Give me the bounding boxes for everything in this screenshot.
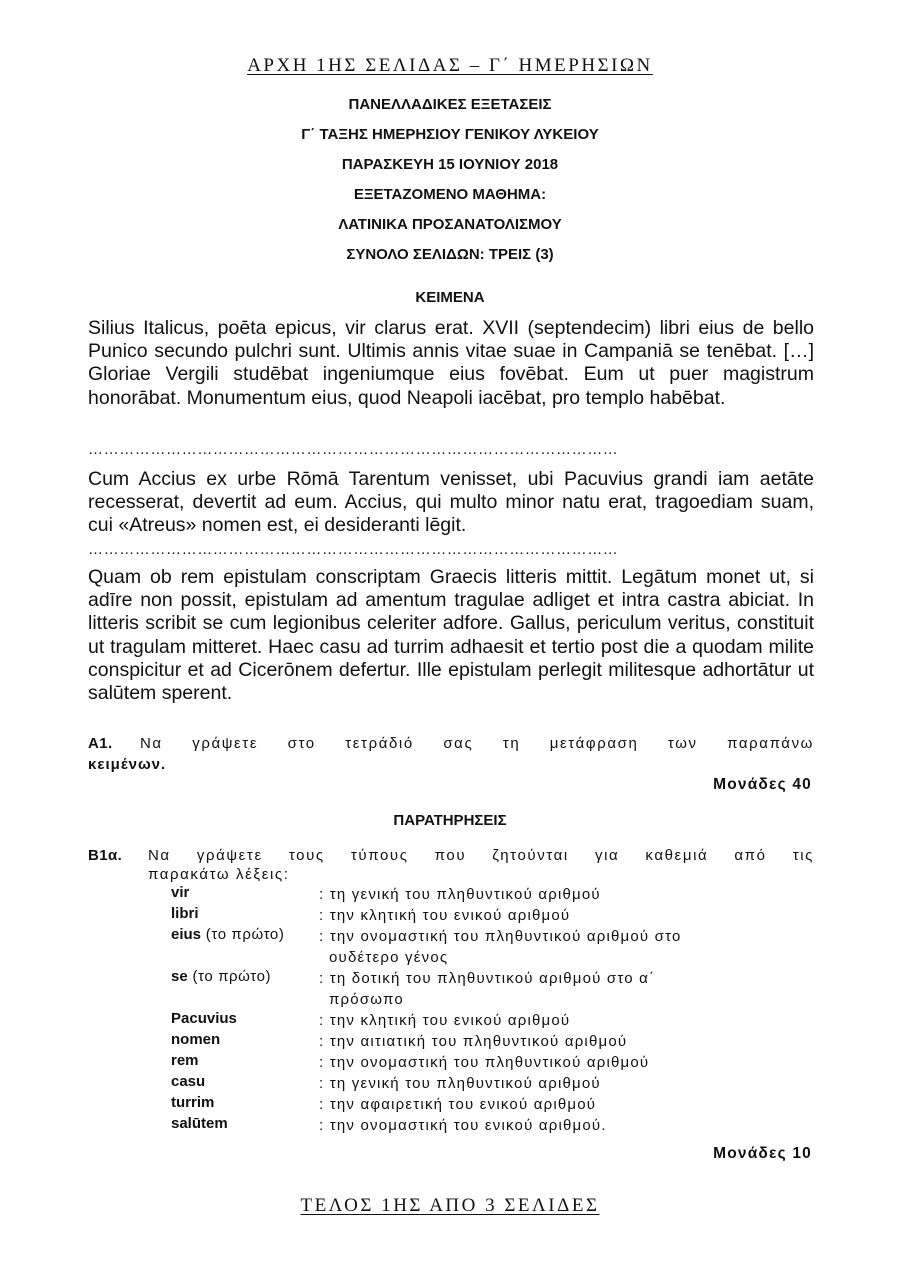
passage-text: Quam ob rem epistulam conscriptam Graecis litteris mittit. Legātum monet ut, si adīre non possit, epistulam ad amentum tragulae adliget et intra castra abiciat. In litteris scribit se cum legionibus celeriter adfore. Gallus, periculum veritus, constituit ut tragulam mitteret. Haec casu ad turrim adhaesit et tertio post die a quodam milite conspicitur et ad Cicerōnem defertur. Ille epistulam perlegit militesque adhortātur ut salūtem sperent. [88,566,814,705]
word: salūtem [171,1115,228,1132]
texts-title: ΚΕΙΜΕΝΑ [415,289,485,306]
exam-title: ΠΑΝΕΛΛΑΔΙΚΕΣ ΕΞΕΤΑΣΕΙΣ [348,96,552,113]
latin-passage-1 [88,317,814,410]
word-note: (το πρώτο) [187,968,272,985]
word: turrim [171,1094,215,1111]
word-requirement: : τη γενική του πληθυντικού αριθμού [319,886,601,903]
word-requirement: : την αφαιρετική του ενικού αριθμού [319,1096,597,1113]
b1a-marks: Μονάδες 10 [713,1145,812,1162]
word: se [171,968,188,985]
exam-page-count: ΣΥΝΟΛΟ ΣΕΛΙΔΩΝ: ΤΡΕΙΣ (3) [346,246,554,263]
word: casu [171,1073,206,1090]
passage-text: Cum Accius ex urbe Rōmā Tarentum venisset, ubi Pacuvius grandi iam aetāte recesserat, devertit ad eum. Accius, qui multo minor natu erat, tragoediam suam, cui «Atreus» nomen est, ei desideranti lēgit. [88,468,814,537]
exam-subject-label: ΕΞΕΤΑΖΟΜΕΝΟ ΜΑΘΗΜΑ: [353,186,547,203]
word-requirement: : την κλητική του ενικού αριθμού [319,907,571,924]
word-requirement: : την ονομαστική του πληθυντικού αριθμού [319,1054,650,1071]
word-requirement: : τη δοτική του πληθυντικού αριθμού στο α΄ πρόσωπο [319,970,656,1008]
word: libri [171,905,199,922]
exam-subject: ΛΑΤΙΝΙΚΑ ΠΡΟΣΑΝΑΤΟΛΙΣΜΟΥ [338,216,562,233]
passage-text: Silius Italicus, poēta epicus, vir clarus erat. XVII (septendecim) libri eius de bello Punico secundo pulchri sunt. Ultimis annis vitae suae in Campaniā se tenēbat. […] Gloriae Vergili studēbat ingeniumque eius fovēbat. Eum ut puer magistrum honorābat. Monumentum eius, quod Neapoli iacēbat, pro templo habēbat. [88,317,814,409]
latin-passage-2 [88,468,814,538]
word-requirement: : την κλητική του ενικού αριθμού [319,1012,571,1029]
latin-passage-3 [88,566,814,705]
word: eius [171,926,202,943]
word: rem [171,1052,199,1069]
a1-marks: Μονάδες 40 [713,776,812,793]
exam-header [0,90,900,270]
notes-title: ΠΑΡΑΤΗΡΗΣΕΙΣ [393,812,507,829]
word-requirement: : την ονομαστική του πληθυντικού αριθμού στο ουδέτερο γένος [319,928,682,966]
page-header: ΑΡΧΗ 1ΗΣ ΣΕΛΙΔΑΣ – Γ΄ ΗΜΕΡΗΣΙΩΝ [247,55,653,76]
separator-2: ………………………………………………………………………………………… [88,541,619,558]
question-a1-label: A1. [88,735,113,752]
exam-class: Γ΄ ΤΑΞΗΣ ΗΜΕΡΗΣΙΟΥ ΓΕΝΙΚΟΥ ΛΥΚΕΙΟΥ [301,126,599,143]
question-b1a-label: Β1α. [88,847,123,864]
word-requirement: : τη γενική του πληθυντικού αριθμού [319,1075,601,1092]
word-requirement: : την ονομαστική του ενικού αριθμού. [319,1117,607,1134]
question-a1-text-cont: κειμένων. [88,756,167,773]
page-footer: ΤΕΛΟΣ 1ΗΣ ΑΠΟ 3 ΣΕΛΙΔΕΣ [300,1195,600,1216]
question-a1-text: Να γράψετε στο τετράδιό σας τη μετάφραση των παραπάνω [140,735,814,752]
word: Pacuvius [171,1010,237,1027]
word-note: (το πρώτο) [201,926,285,943]
question-b1a-text-cont: παρακάτω λέξεις: [148,866,290,883]
word-requirement: : την αιτιατική του πληθυντικού αριθμού [319,1033,628,1050]
separator-1: ………………………………………………………………………………………… [88,441,619,458]
question-b1a-text: Να γράψετε τους τύπους που ζητούνται για καθεμιά από τις [148,847,814,864]
exam-date: ΠΑΡΑΣΚΕΥΗ 15 ΙΟΥΝΙΟΥ 2018 [341,156,559,173]
word: nomen [171,1031,221,1048]
word: vir [171,884,190,901]
